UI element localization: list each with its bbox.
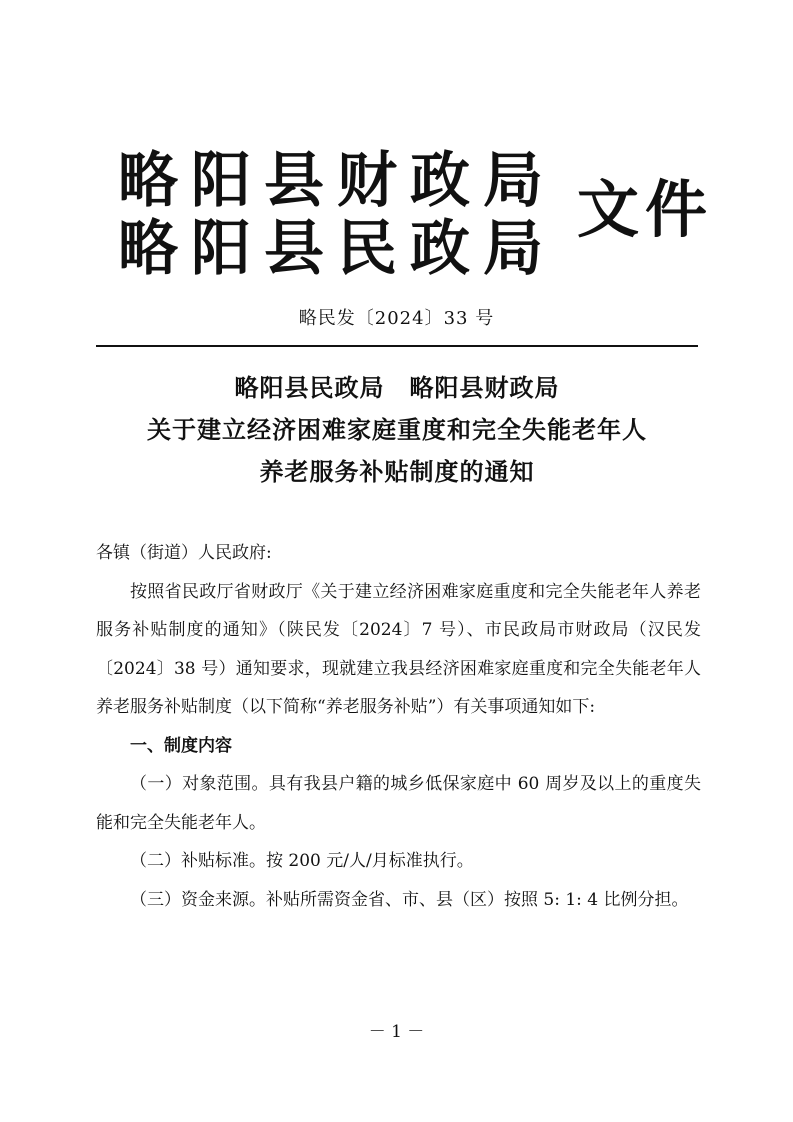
- intro-paragraph: 按照省民政厅省财政厅《关于建立经济困难家庭重度和完全失能老年人养老服务补贴制度的通知》（陕民发〔2024〕7 号）、市民政局市财政局（汉民发〔2024〕38 号）通知要求，现就建立我县经济困难家庭重度和完全失能老年人养老服务补贴制度（以下简称“养老服务补贴”）有关事项通知如下:: [96, 581, 701, 717]
- item-funding-source: （三）资金来源。补贴所需资金省、市、县（区）按照 5: 1: 4 比例分担。: [130, 889, 689, 910]
- issuing-agency-finance-bureau: 略阳县财政局: [118, 146, 556, 216]
- document-title: [96, 367, 698, 493]
- salutation: 各镇（街道）人民政府:: [96, 543, 272, 563]
- item-subsidy-standard: （二）补贴标准。按 200 元/人/月标准执行。: [130, 851, 474, 871]
- item-scope: （一）对象范围。具有我县户籍的城乡低保家庭中 60 周岁及以上的重度失能和完全失能老年人。: [96, 774, 701, 833]
- issuing-agency-civil-affairs-bureau: 略阳县民政局: [118, 214, 556, 284]
- header-divider: [96, 345, 698, 347]
- title-line-subject: 关于建立经济困难家庭重度和完全失能老年人: [147, 415, 647, 444]
- document-body: [96, 534, 701, 919]
- document-number: 略民发〔2024〕33 号: [298, 308, 495, 329]
- title-line-agencies: 略阳县民政局 略阳县财政局: [234, 373, 560, 402]
- title-line-subject-end: 养老服务补贴制度的通知: [259, 457, 535, 486]
- section-heading: 一、制度内容: [130, 735, 232, 756]
- document-type-label: 文件: [577, 173, 714, 246]
- document-header: [118, 148, 718, 288]
- page-number: － 1 －: [368, 1022, 425, 1042]
